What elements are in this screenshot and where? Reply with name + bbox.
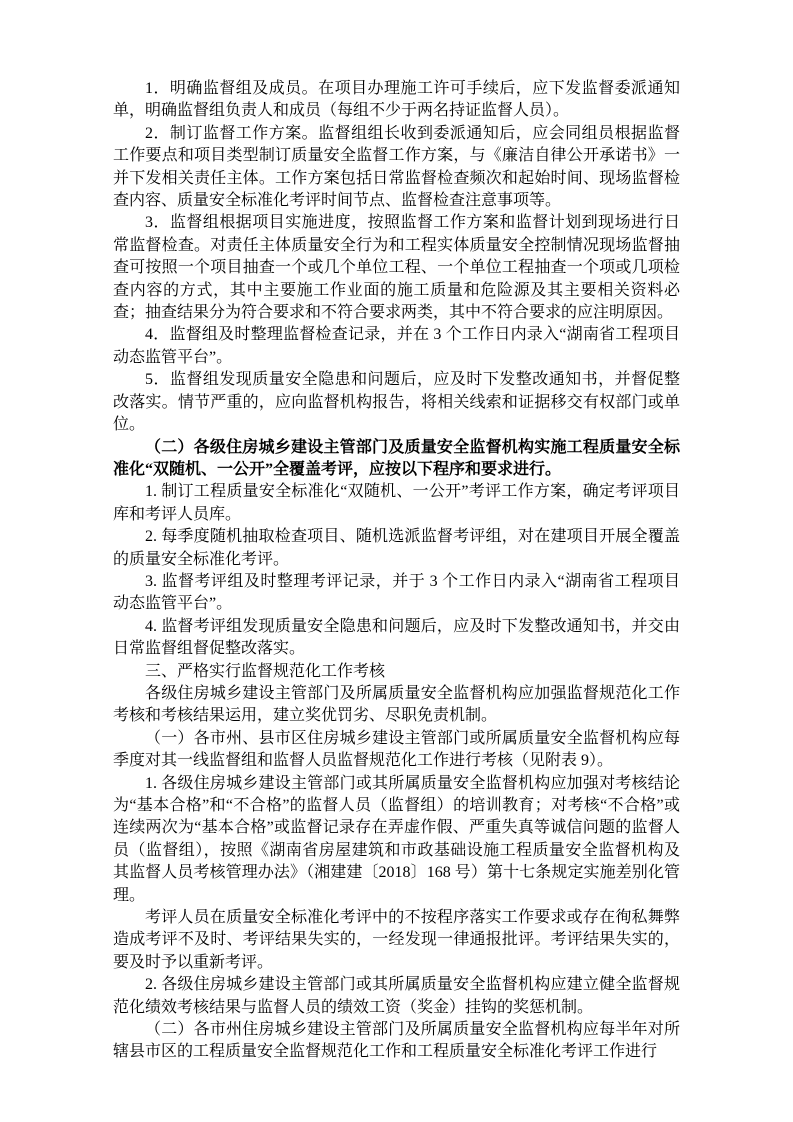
paragraph-subitem-4: 4. 监督考评组发现质量安全隐患和问题后，应及时下发整改通知书，并交由日常监督组督促整改落实。 <box>113 617 680 658</box>
section-heading-2: （二）各级住房城乡建设主管部门及质量安全监督机构实施工程质量安全标准化“双随机、一公开”全覆盖考评，应按以下程序和要求进行。 <box>113 438 680 478</box>
paragraph-subitem-2: 2. 每季度随机抽取检查项目、随机选派监督考评组，对在建项目开展全覆盖的质量安全标准化考评。 <box>113 528 680 568</box>
section-heading-3: 三、严格实行监督规范化工作考核 <box>145 662 386 680</box>
paragraph-item-4: 4．监督组及时整理监督检查记录，并在 3 个工作日内录入“湖南省工程项目动态监管平台”。 <box>113 326 680 366</box>
paragraph-item-5: 5．监督组发现质量安全隐患和问题后，应及时下发整改通知书，并督促整改落实。情节严重的，应向监督机构报告，将相关线索和证据移交有权部门或单位。 <box>113 371 680 434</box>
document-content <box>113 78 680 1064</box>
paragraph-subitem-3: 3. 监督考评组及时整理考评记录，并于 3 个工作日内录入“湖南省工程项目动态监管平台”。 <box>113 572 680 613</box>
section-subheading-2: （二）各市州住房城乡建设主管部门及所属质量安全监督机构应每半年对所辖县市区的工程质量安全监督规范化工作和工程质量安全标准化考评工作进行 <box>113 1021 680 1061</box>
paragraph-item-1: 1．明确监督组及成员。在项目办理施工许可手续后，应下发监督委派通知单，明确监督组负责人和成员（每组不少于两名持证监督人员）。 <box>113 80 680 120</box>
paragraph-rule-2: 2. 各级住房城乡建设主管部门或其所属质量安全监督机构应建立健全监督规范化绩效考核结果与监督人员的绩效工资（奖金）挂钩的奖惩机制。 <box>113 976 680 1016</box>
paragraph-intro: 各级住房城乡建设主管部门及所属质量安全监督机构应加强监督规范化工作考核和考核结果运用，建立奖优罚劣、尽职免责机制。 <box>113 684 680 725</box>
paragraph-rule-1-note: 考评人员在质量安全标准化考评中的不按程序落实工作要求或存在徇私舞弊造成考评不及时、考评结果失实的，一经发现一律通报批评。考评结果失实的，要及时予以重新考评。 <box>113 909 680 971</box>
paragraph-item-2: 2．制订监督工作方案。监督组组长收到委派通知后，应会同组员根据监督工作要点和项目类型制订质量安全监督工作方案，与《廉洁自律公开承诺书》一并下发相关责任主体。工作方案包括日常监督检查频次和起始时间、现场监督检查内容、质量安全标准化考评时间节点、监督检查注意事项等。 <box>113 124 680 210</box>
paragraph-subitem-1: 1. 制订工程质量安全标准化“双随机、一公开”考评工作方案，确定考评项目库和考评人员库。 <box>113 483 680 523</box>
section-subheading-1: （一）各市州、县市区住房城乡建设主管部门或所属质量安全监督机构应每季度对其一线监督组和监督人员监督规范化工作进行考核（见附表 9）。 <box>113 729 680 770</box>
paragraph-item-3: 3．监督组根据项目实施进度，按照监督工作方案和监督计划到现场进行日常监督检查。对责任主体质量安全行为和工程实体质量安全控制情况现场监督抽查可按照一个项目抽查一个或几个单位工程、一个单位工程抽查一个项或几项检查内容的方式，其中主要施工作业面的施工质量和危险源及其主要相关资料必查；抽查结果分为符合要求和不符合要求两类，其中不符合要求的应注明原因。 <box>113 214 680 322</box>
paragraph-rule-1: 1. 各级住房城乡建设主管部门或其所属质量安全监督机构应加强对考核结论为“基本合格”和“不合格”的监督人员（监督组）的培训教育；对考核“不合格”或连续两次为“基本合格”或监督记录存在弄虚作假、严重失真等诚信问题的监督人员（监督组），按照《湖南省房屋建筑和市政基础设施工程质量安全监督机构及其监督人员考核管理办法》（湘建建〔2018〕168 号）第十七条规定实施差别化管理。 <box>113 774 680 904</box>
